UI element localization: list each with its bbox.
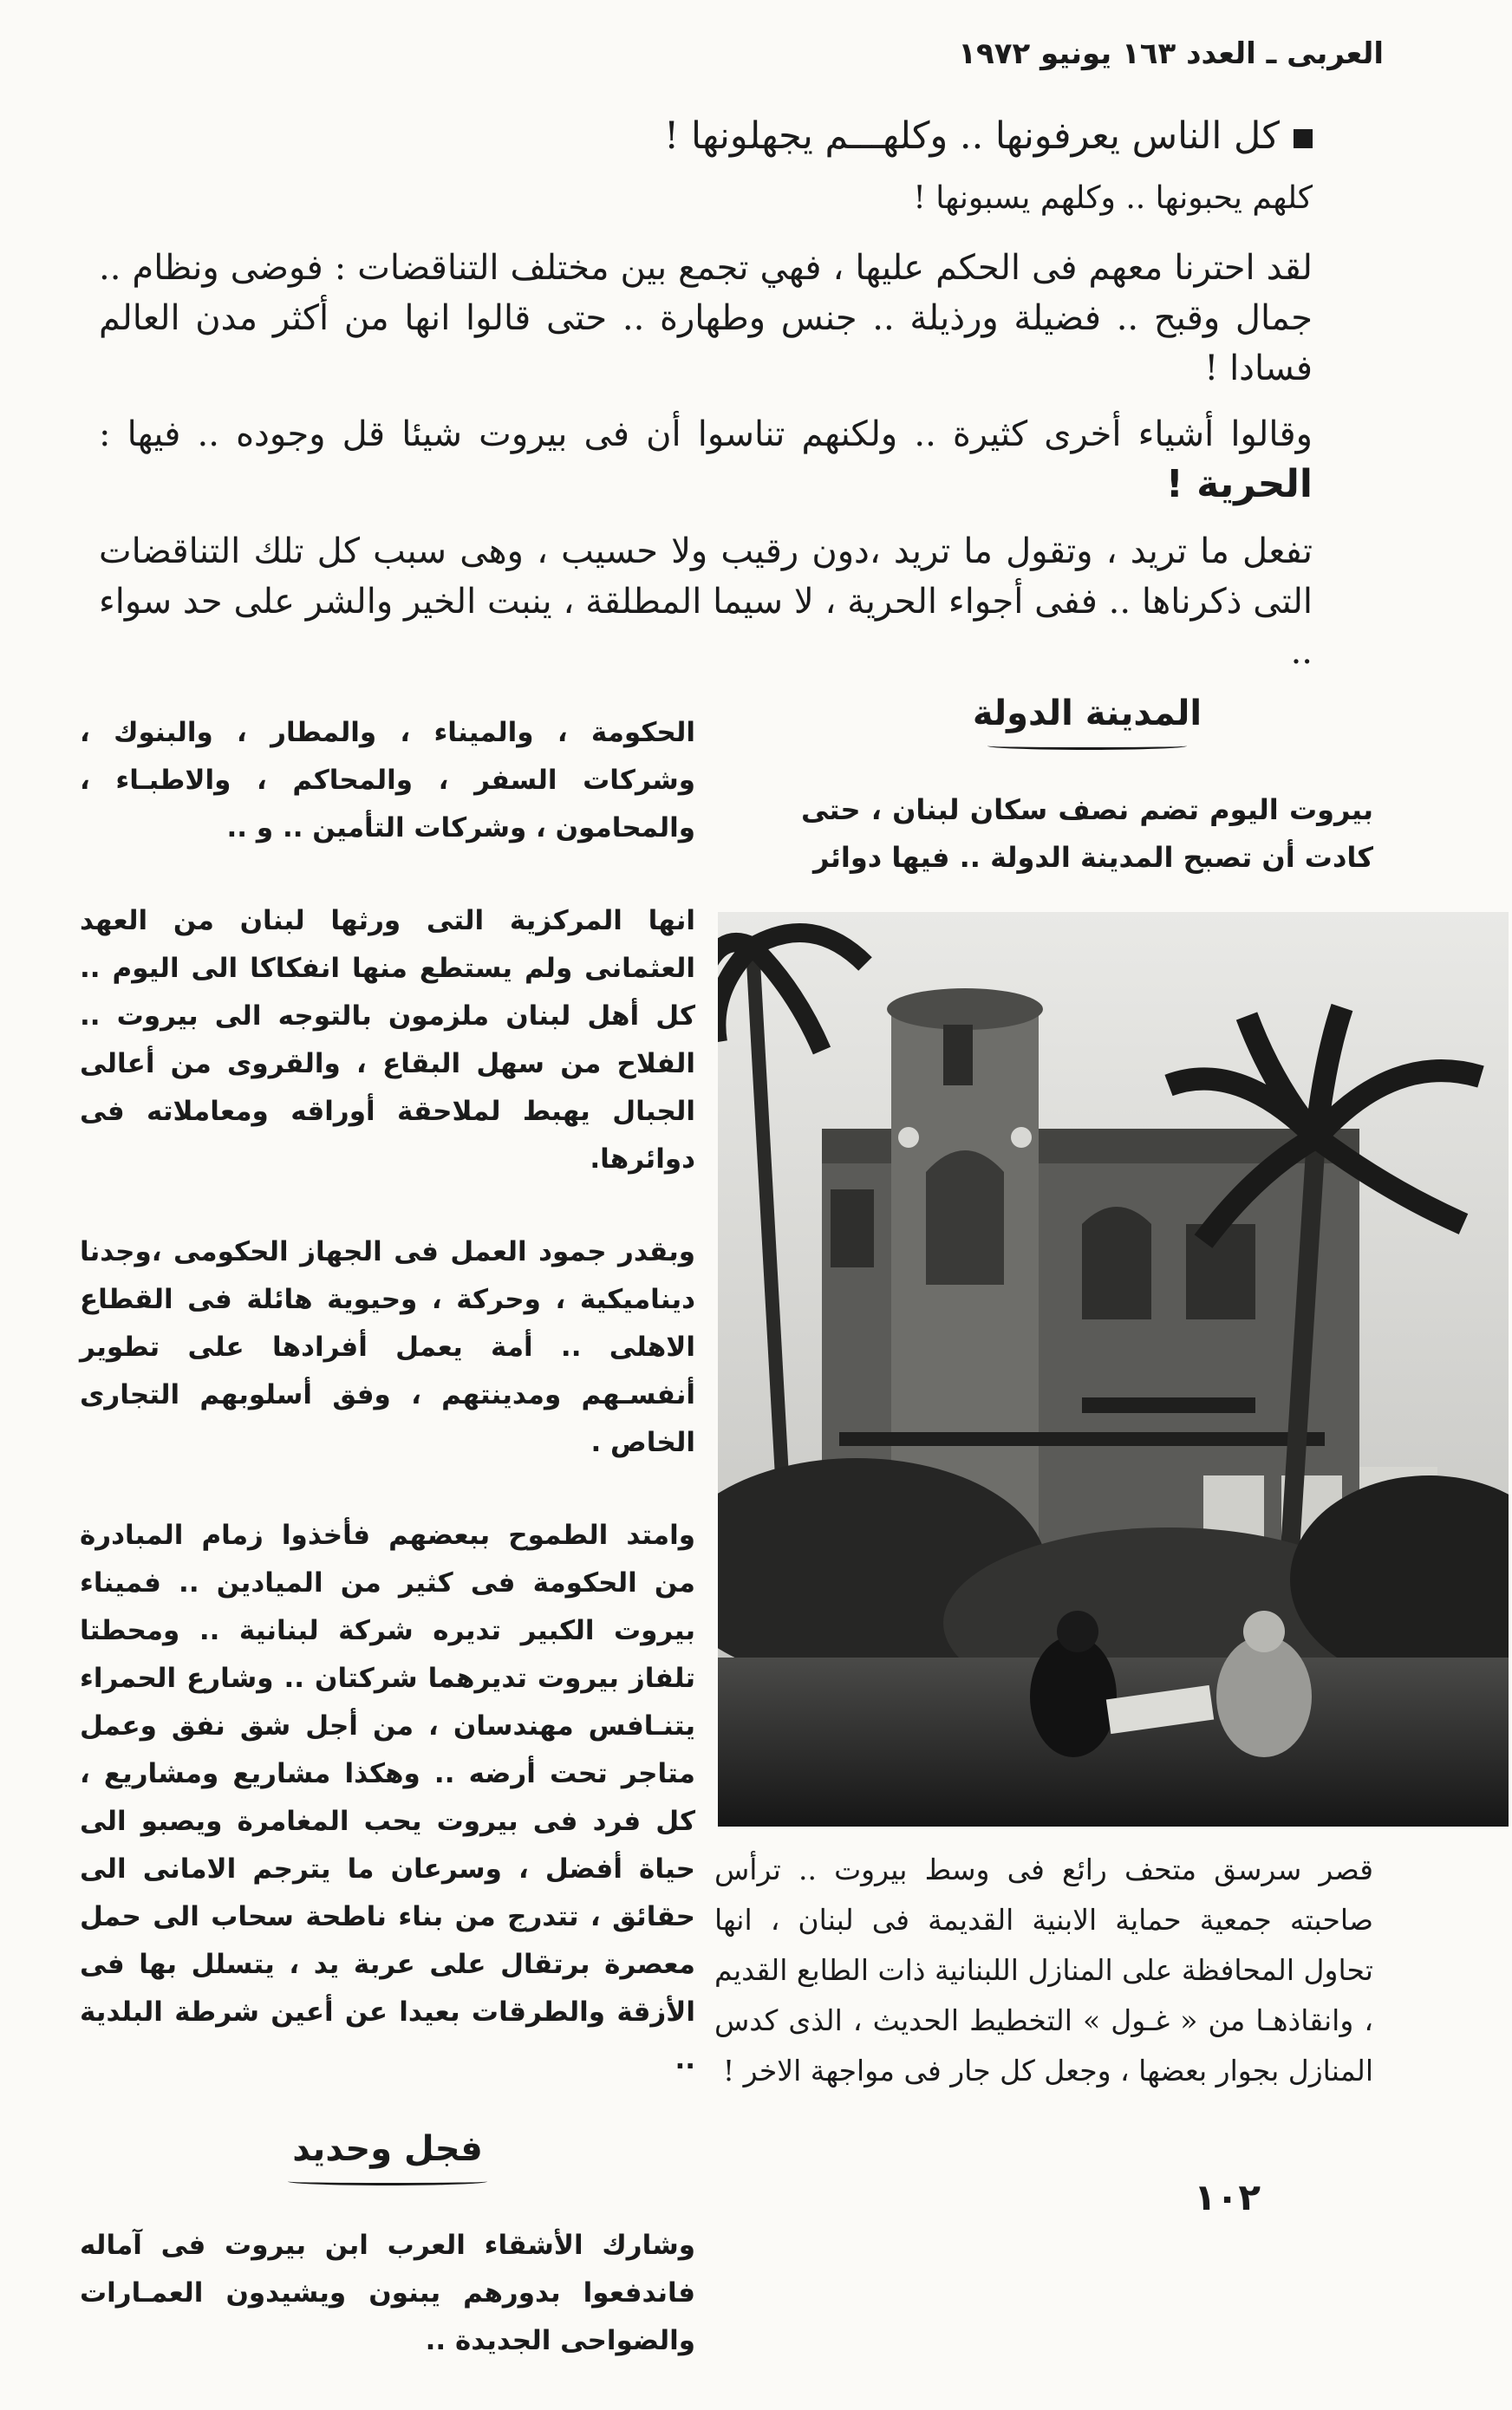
intro-paragraph-4 — [99, 409, 1313, 511]
section-title-city-state-text: المدينة الدولة — [972, 694, 1202, 733]
left-paragraph-2: انها المركزية التى ورثها لبنان من العهد العثمانى ولم يستطع منها انفكاكا الى اليوم .. كل أهل لبنان ملزمون بالتوجه الى بيروت .. الفلاح من سهل البقاع ، والقروى من أعالى الجبال يهبط لملاحقة أوراقه ومعاملاته فى دوائرها. — [80, 905, 695, 1175]
intro-lead — [99, 111, 1313, 161]
intro-paragraph-3: لقد احترنا معهم فى الحكم عليها ، فهي تجمع بين مختلف التناقضات : فوضى ونظام .. جمال وقبح .. فضيلة ورذيلة .. جنس وطهارة .. حتى قالوا انها من أكثر مدن العالم فسادا ! — [99, 248, 1313, 388]
section-title-city-state — [801, 694, 1373, 750]
left-paragraph-4: وامتد الطموح ببعضهم فأخذوا زمام المبادرة من الحكومة فى كثير من الميادين .. فميناء بيروت الكبير تديره شركة لبنانية .. ومحطتا تلفاز بيروت تديرهما شركتان .. وشارع الحمراء يتنـافس مهندسان ، من أجل شق نفق وعمل متاجر تحت أرضه .. وهكذا مشاريع ومشاريع ، كل فرد فى بيروت يحب المغامرة ويصبو الى حياة أفضل ، وسرعان ما يترجم الامانى الى حقائق ، تتدرج من بناء ناطحة سحاب الى حمل معصرة برتقال على عربة يد ، يتسلل بها فى الأزقة والطرقات بعيدا عن أعين شرطة البلدية .. — [80, 1520, 695, 2075]
intro-paragraph-4-text: وقالوا أشياء أخرى كثيرة .. ولكنهم تناسوا أن فى بيروت شيئا قل وجوده .. فيها : — [99, 414, 1313, 454]
intro-emphasis: الحرية ! — [1165, 462, 1313, 506]
title-underline — [288, 2178, 487, 2185]
title-underline — [987, 742, 1187, 750]
left-column — [80, 709, 695, 2410]
intro-section — [99, 111, 1313, 693]
right-column — [801, 694, 1373, 882]
intro-paragraph-2: كلهم يحبونها .. وكلهم يسبونها ! — [913, 180, 1313, 216]
intro-paragraph-5: تفعل ما تريد ، وتقول ما تريد ،دون رقيب ولا حسيب ، وهى سبب كل تلك التناقضات التى ذكرناها .. ففى أجواء الحرية ، لا سيما المطلقة ، ينبت الخير والشر على حد سواء .. — [99, 531, 1313, 672]
section-title-radish-iron — [80, 2129, 695, 2185]
photo-caption: قصر سرسق متحف رائع فى وسط بيروت .. ترأس صاحبته جمعية حماية الابنية القديمة فى لبنان ، انها تحاول المحافظة على المنازل اللبنانية ذات الطابع القديم ، وانقاذهـا من « غـول » التخطيط الحديث ، الذى كدس المنازل بجوار بعضها ، وجعل كل جار فى مواجهة الاخر ! — [714, 1853, 1373, 2088]
page-number: ١٠٢ — [1194, 2176, 1261, 2218]
section-title-radish-iron-text: فجل وحديد — [292, 2129, 483, 2169]
running-header: العربى ـ العدد ١٦٣ يونيو ١٩٧٢ — [958, 36, 1384, 71]
left-paragraph-5: وشارك الأشقاء العرب ابن بيروت فى آماله فاندفعوا بدورهم يبنون ويشيدون العمـارات والضواحى الجديدة .. — [80, 2230, 695, 2356]
intro-lead-text: كل الناس يعرفونها .. وكلهـــم يجهلونها ! — [664, 114, 1280, 158]
palace-photo-illustration — [718, 912, 1509, 1827]
left-paragraph-1: الحكومة ، والميناء ، والمطار ، والبنوك ، وشركات السفر ، والمحاكم ، والاطبـاء ، والمحامون ، وشركات التأمين .. و .. — [80, 717, 695, 844]
right-column-body: بيروت اليوم تضم نصف سكان لبنان ، حتى كادت أن تصبح المدينة الدولة .. فيها دوائر — [801, 793, 1373, 874]
sursock-palace-photo — [718, 912, 1509, 1827]
left-paragraph-3: وبقدر جمود العمل فى الجهاز الحكومى ،وجدنا ديناميكية ، وحركة ، وحيوية هائلة فى القطاع الاهلى .. أمة يعمل أفرادها على تطوير أنفسـهم ومدينتهم ، وفق أسلوبهم التجارى الخاص . — [80, 1236, 695, 1458]
square-bullet-icon — [1294, 129, 1313, 148]
